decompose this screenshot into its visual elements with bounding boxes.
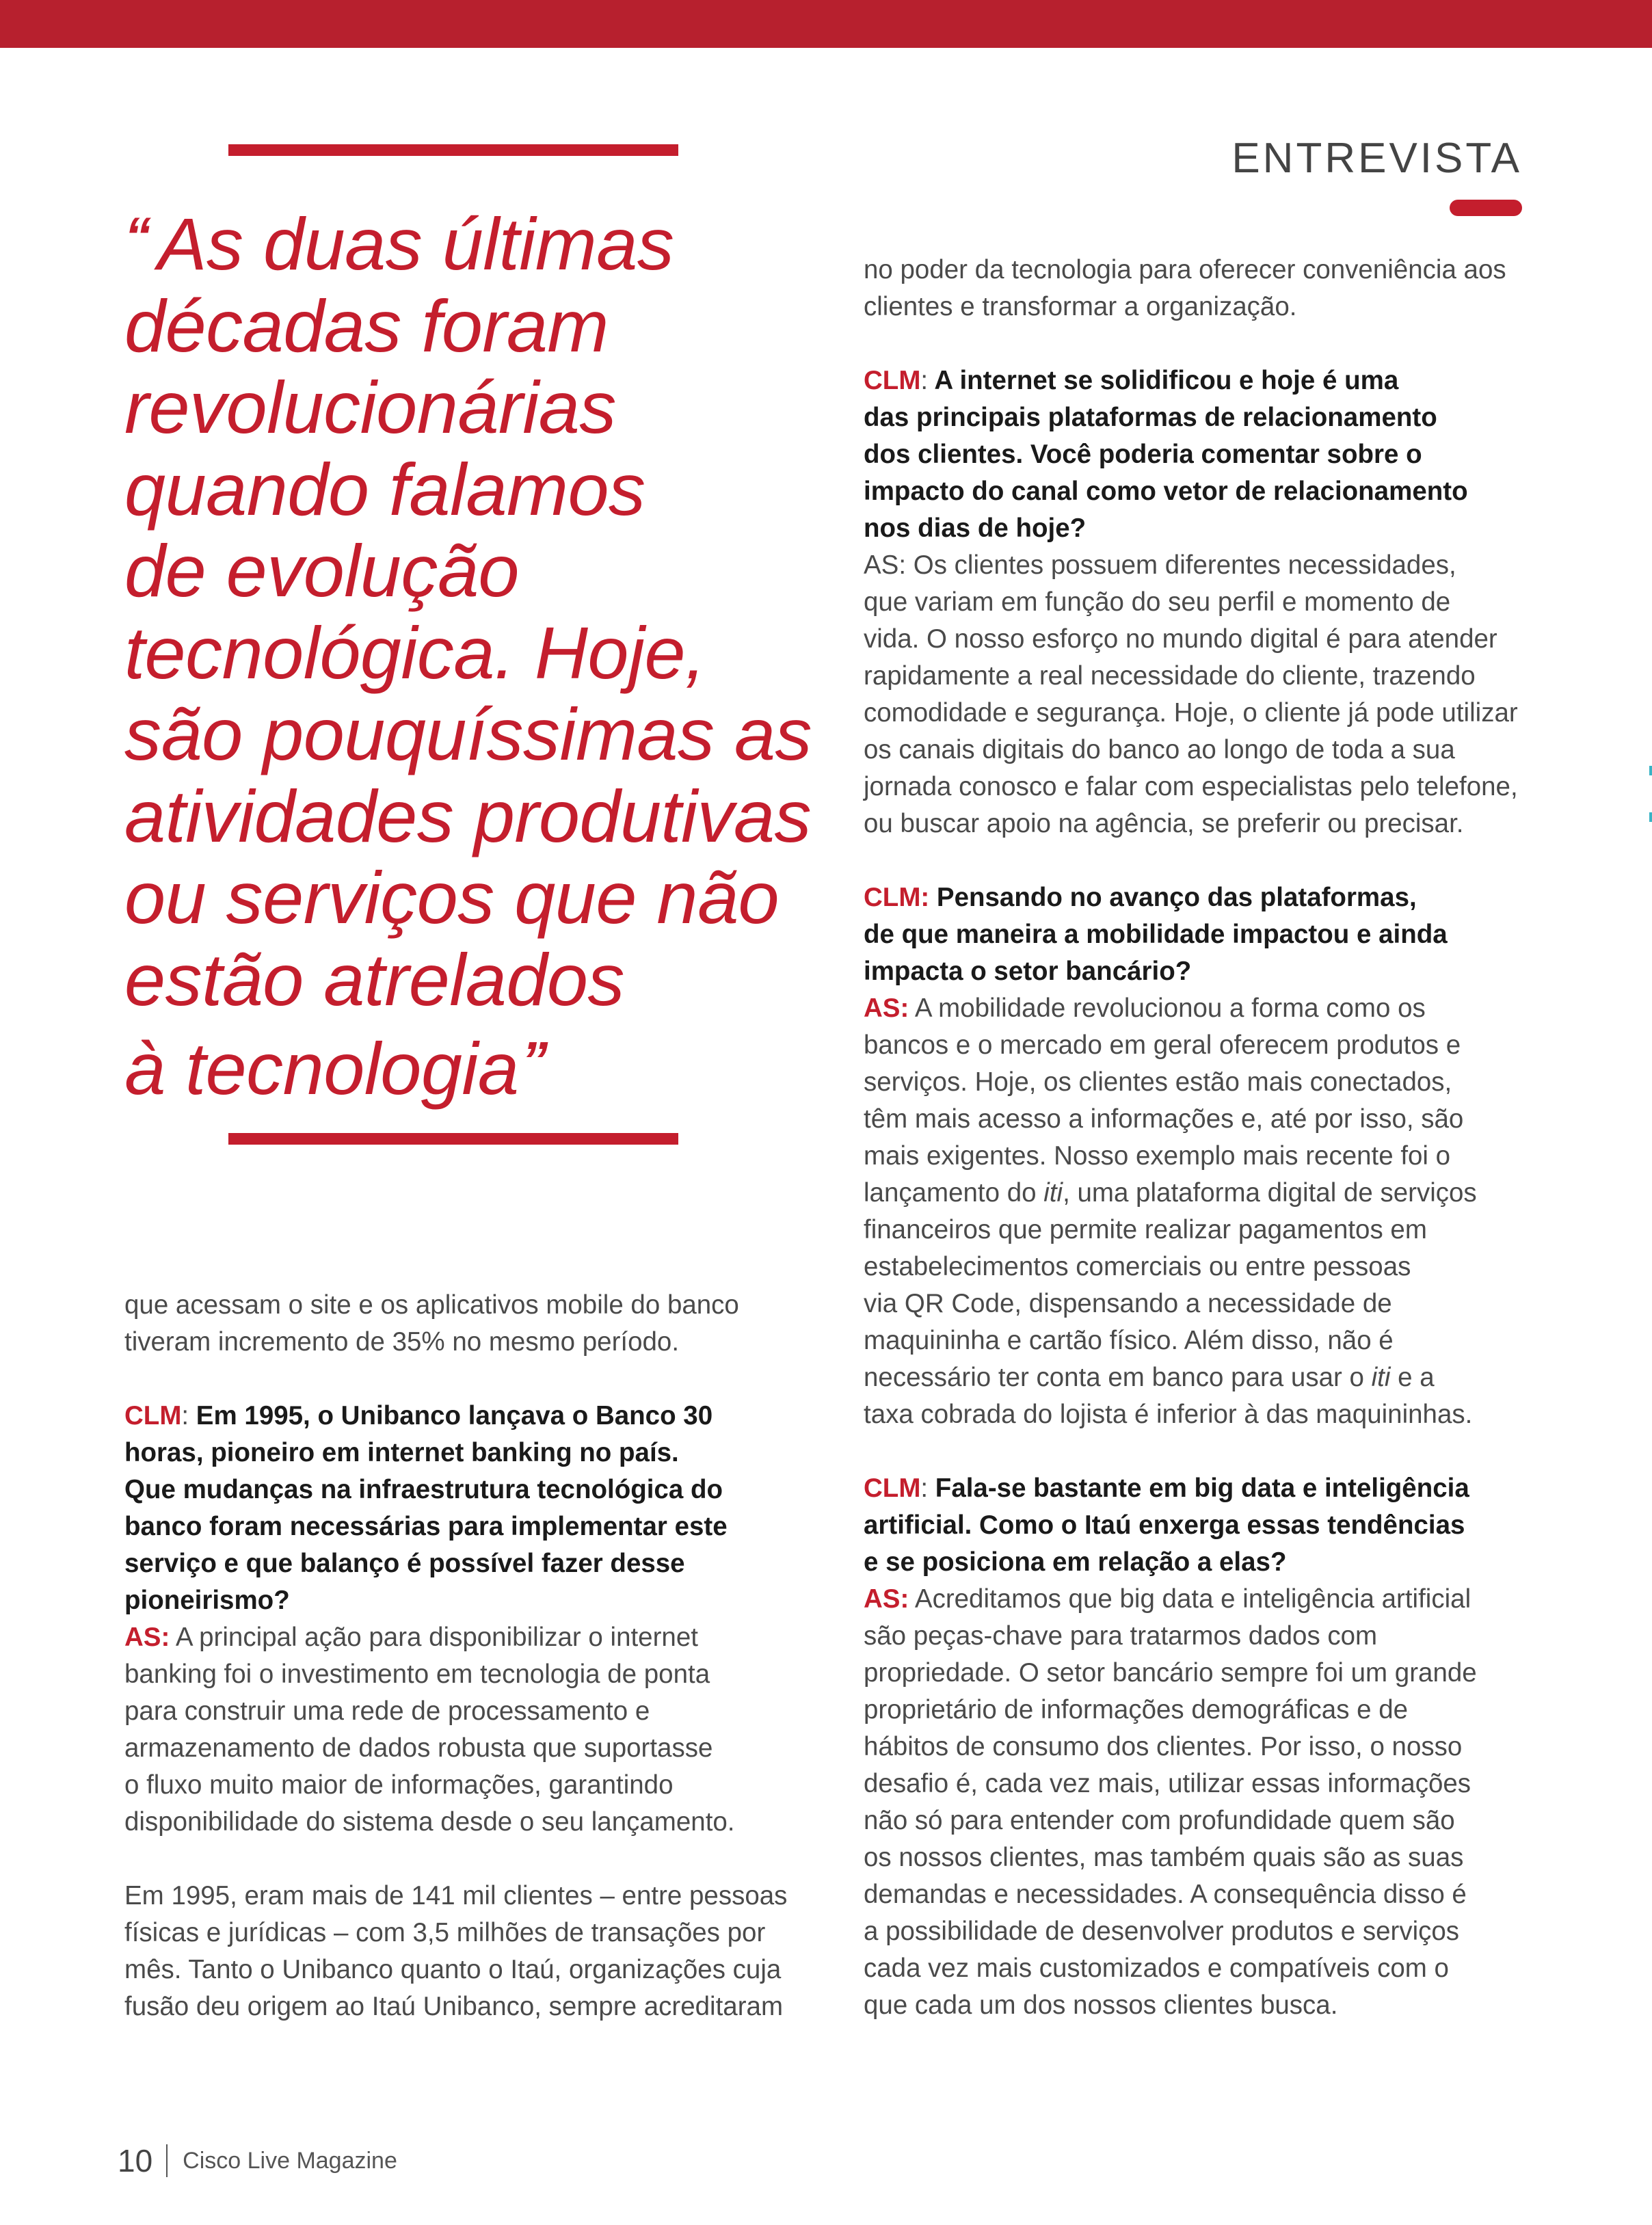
interview-answer: AS: Acreditamos que big data e inteligência artificial são peças-chave para tratarmos dados com propriedade. O setor bancário sempre foi um grande proprietário de informações demográficas e de hábitos de consumo dos clientes. Por isso, o nosso desafio é, cada vez mais, utilizar essas informações não só para entender com profundidade quem são os nossos clientes, mas também quais são as suas demandas e necessidades. A consequência disso é a possibilidade de desenvolver produtos e serviços cada vez mais customizados e compatíveis com o que cada um dos nossos clientes busca.: [864, 1584, 1477, 2020]
pullquote-line: são pouquíssimas as: [124, 693, 812, 775]
page-edge-mark: [1649, 812, 1652, 822]
section-title: ENTREVISTA: [1231, 135, 1522, 182]
page-number: 10: [118, 2143, 153, 2179]
pullquote: [124, 196, 812, 1110]
section-accent-pill: [1450, 200, 1522, 216]
clm-tag: CLM: [124, 1401, 182, 1430]
magazine-name: Cisco Live Magazine: [183, 2147, 397, 2174]
interview-answer: AS: Os clientes possuem diferentes necessidades, que variam em função do seu perfil e momento de vida. O nosso esforço no mundo digital é para atender rapidamente a real necessidade do cliente, trazendo comodidade e segurança. Hoje, o cliente já pode utilizar os canais digitais do banco ao longo de toda a sua jornada conosco e falar com especialistas pelo telefone, ou buscar apoio na agência, se preferir ou precisar.: [864, 550, 1518, 838]
iti-brand: iti: [1371, 1363, 1391, 1392]
clm-tag: CLM: [864, 366, 921, 395]
interview-answer: AS: A mobilidade revolucionou a forma como os bancos e o mercado em geral oferecem produtos e serviços. Hoje, os clientes estão mais conectados, têm mais acesso a informações e, até por isso, são mais exigentes. Nosso exemplo mais recente foi o lançamento do iti, uma plataforma digital de serviços financeiros que permite realizar pagamentos em estabelecimentos comerciais ou entre pessoas via QR Code, dispensando a necessidade de maquininha e cartão físico. Além disso, não é necessário ter conta em banco para usar o iti e a taxa cobrada do lojista é inferior à das maquininhas.: [864, 994, 1477, 1429]
paragraph: que acessam o site e os aplicativos mobile do banco tiveram incremento de 35% no mesmo período.: [124, 1290, 739, 1357]
pullquote-line: ou serviços que não: [124, 856, 780, 939]
pullquote-line: décadas foram: [124, 284, 609, 367]
interview-question: CLM: Pensando no avanço das plataformas, de que maneira a mobilidade impactou e ainda impacta o setor bancário?: [864, 883, 1448, 986]
pullquote-top-rule: [228, 144, 678, 156]
footer-divider: [166, 2144, 168, 2177]
as-tag: AS:: [124, 1623, 170, 1652]
paragraph: no poder da tecnologia para oferecer conveniência aos clientes e transformar a organização.: [864, 255, 1506, 321]
open-quote-mark: “: [124, 206, 151, 266]
paragraph: Em 1995, eram mais de 141 mil clientes – entre pessoas físicas e jurídicas – com 3,5 milhões de transações por mês. Tanto o Unibanco quanto o Itaú, organizações cuja fusão deu origem ao Itaú Unibanco, sempre acreditaram: [124, 1881, 788, 2021]
iti-brand: iti: [1043, 1178, 1063, 1208]
pullquote-line: revolucionárias: [124, 366, 616, 449]
pullquote-line: estão atrelados: [124, 937, 624, 1021]
pullquote-line: à tecnologia”: [124, 1027, 548, 1110]
clm-tag: CLM:: [864, 883, 930, 912]
pullquote-line: atividades produtivas: [124, 774, 812, 857]
page-footer: [118, 2142, 397, 2179]
pullquote-line: tecnológica. Hoje,: [124, 611, 706, 694]
pullquote-bottom-rule: [228, 1133, 678, 1145]
pullquote-line: de evolução: [124, 529, 519, 612]
interview-question: CLM: A internet se solidificou e hoje é uma das principais plataformas de relacionamento dos clientes. Você poderia comentar sobre o impacto do canal como vetor de relacionamento nos dias de hoje?: [864, 366, 1468, 543]
as-tag: AS:: [864, 1584, 909, 1614]
as-tag: AS:: [864, 994, 909, 1023]
interview-answer: AS: A principal ação para disponibilizar o internet banking foi o investimento em tecnologia de ponta para construir uma rede de processamento e armazenamento de dados robusta que suportasse o fluxo muito maior de informações, garantindo disponibilidade do sistema desde o seu lançamento.: [124, 1623, 735, 1837]
left-column: [124, 1287, 808, 2025]
pullquote-line: “As duas últimas: [124, 202, 674, 285]
pullquote-line: quando falamos: [124, 447, 645, 531]
interview-question: CLM: Fala-se bastante em big data e inteligência artificial. Como o Itaú enxerga essas tendências e se posiciona em relação a elas?: [864, 1474, 1469, 1577]
page-edge-mark: [1649, 766, 1652, 775]
interview-question: CLM: Em 1995, o Unibanco lançava o Banco 30 horas, pioneiro em internet banking no país. Que mudanças na infraestrutura tecnológica do banco foram necessárias para implementar este serviço e que balanço é possível fazer desse pioneirismo?: [124, 1401, 728, 1615]
close-quote-mark: ”: [521, 1030, 548, 1091]
right-column: [864, 252, 1547, 2024]
clm-tag: CLM: [864, 1474, 921, 1503]
top-color-bar: [0, 0, 1652, 48]
